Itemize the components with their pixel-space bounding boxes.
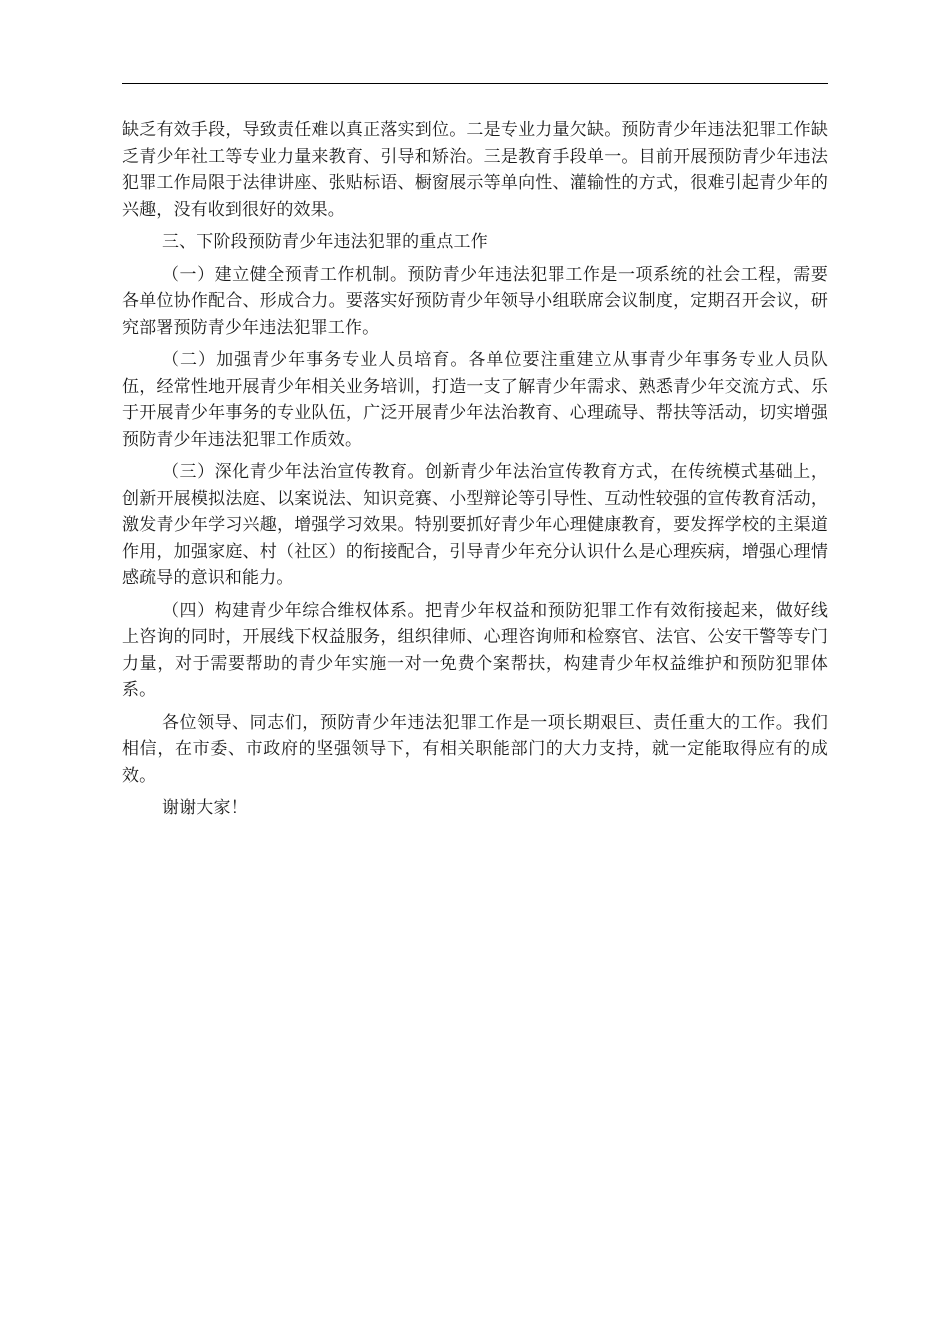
paragraph-continuation: 缺乏有效手段，导致责任难以真正落实到位。二是专业力量欠缺。预防青少年违法犯罪工作缺乏青少年社工等专业力量来教育、引导和矫治。三是教育手段单一。目前开展预防青少年违法犯罪工作局限于法律讲座、张贴标语、橱窗展示等单向性、灌输性的方式，很难引起青少年的兴趣，没有收到很好的效果。 xyxy=(122,120,828,220)
document-body xyxy=(122,117,828,828)
paragraph-thanks: 谢谢大家！ xyxy=(162,798,248,818)
header-rule xyxy=(122,83,828,84)
paragraph-item-4: （四）构建青少年综合维权体系。把青少年权益和预防犯罪工作有效衔接起来，做好线上咨询的同时，开展线下权益服务，组织律师、心理咨询师和检察官、法官、公安干警等专门力量，对于需要帮助的青少年实施一对一免费个案帮扶，构建青少年权益维护和预防犯罪体系。 xyxy=(122,600,828,700)
paragraph-item-3: （三）深化青少年法治宣传教育。创新青少年法治宣传教育方式，在传统模式基础上，创新开展模拟法庭、以案说法、知识竞赛、小型辩论等引导性、互动性较强的宣传教育活动，激发青少年学习兴趣，增强学习效果。特别要抓好青少年心理健康教育，要发挥学校的主渠道作用，加强家庭、村（社区）的衔接配合，引导青少年充分认识什么是心理疾病，增强心理情感疏导的意识和能力。 xyxy=(122,462,828,588)
section-heading-3: 三、下阶段预防青少年违法犯罪的重点工作 xyxy=(162,232,488,252)
paragraph-closing: 各位领导、同志们，预防青少年违法犯罪工作是一项长期艰巨、责任重大的工作。我们相信，在市委、市政府的坚强领导下，有相关职能部门的大力支持，就一定能取得应有的成效。 xyxy=(122,712,828,786)
paragraph-item-1: （一）建立健全预青工作机制。预防青少年违法犯罪工作是一项系统的社会工程，需要各单位协作配合、形成合力。要落实好预防青少年领导小组联席会议制度，定期召开会议，研究部署预防青少年违法犯罪工作。 xyxy=(122,264,828,338)
paragraph-item-2: （二）加强青少年事务专业人员培育。各单位要注重建立从事青少年事务专业人员队伍，经常性地开展青少年相关业务培训，打造一支了解青少年需求、熟悉青少年交流方式、乐于开展青少年事务的专业队伍，广泛开展青少年法治教育、心理疏导、帮扶等活动，切实增强预防青少年违法犯罪工作质效。 xyxy=(122,350,828,450)
